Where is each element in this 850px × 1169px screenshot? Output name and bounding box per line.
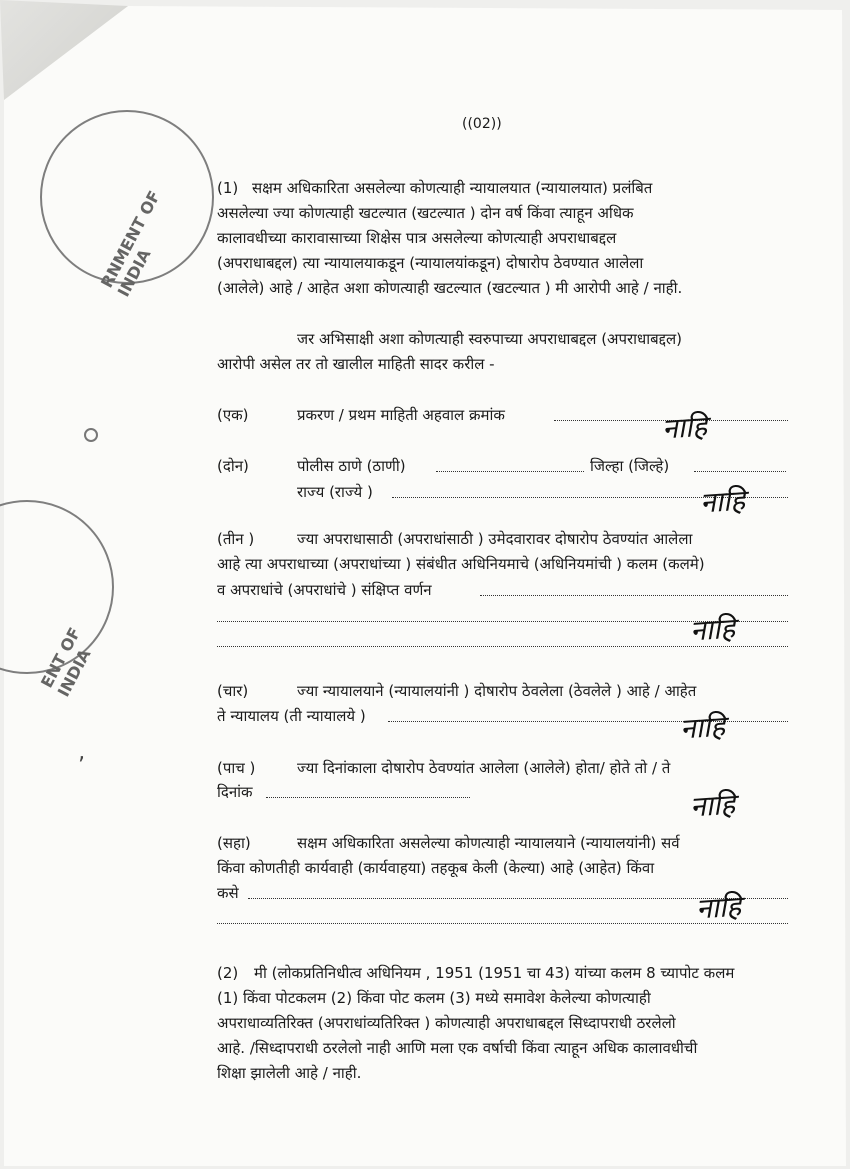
item-teen-line-3: व अपराधांचे (अपराधांचे ) संक्षिप्त वर्णन (217, 581, 432, 599)
item-teen-line-2: आहे त्या अपराधाच्या (अपराधांच्या ) संबंधीत अधिनियमाचे (अधिनियमांची ) कलम (कलमे) (217, 555, 705, 573)
section2-line-3: अपराधाव्यतिरिक्त (अपराधांव्यतिरिक्त ) कोणत्याही अपराधाबद्दल सिध्दापराधी ठरलेलो (217, 1014, 676, 1032)
section2-line-4: आहे. /सिध्दापराधी ठरलेलो नाही आणि मला एक वर्षाची किंवा त्याहून अधिक कालावधीची (217, 1039, 698, 1057)
section2-line-1: मी (लोकप्रतिनिधीत्व अधिनियम , 1951 (1951 चा 43) यांच्या कलम 8 च्यापोट कलम (254, 964, 735, 982)
item-char-answer: नाहि (678, 709, 727, 746)
section2-line-2: (1) किंवा पोटकलम (2) किंवा पोट कलम (3) मध्ये समावेश केलेल्या कोणत्याही (217, 989, 651, 1007)
item-ek-answer: नाहि (660, 409, 709, 446)
item-teen-label: (तीन ) (217, 530, 255, 548)
item-pach-answer: नाहि (688, 787, 737, 824)
item-teen-answer: नाहि (688, 611, 737, 648)
intro-line-2: आरोपी असेल तर तो खालील माहिती सादर करील - (217, 355, 495, 373)
section1-line-4: (अपराधाबद्दल) त्या न्यायालयाकडून (न्यायालयांकडून) दोषारोप ठेवण्यात आलेला (217, 254, 644, 272)
punch-hole-top (84, 428, 98, 442)
item-saha-line-3: कसे (217, 884, 239, 902)
item-teen-line-1: ज्या अपराधासाठी (अपराधांसाठी ) उमेदवारावर दोषारोप ठेवण्यांत आलेला (297, 530, 693, 548)
item-don-text: पोलीस ठाणे (ठाणी) (297, 457, 406, 475)
item-pach-label: (पाच ) (217, 759, 256, 777)
section2-number: (2) (217, 964, 239, 982)
item-teen-blank-1 (480, 595, 788, 596)
item-char-label: (चार) (217, 682, 249, 700)
item-don-label: (दोन) (217, 457, 249, 475)
item-don-police-blank (436, 471, 584, 472)
item-pach-line-1: ज्या दिनांकाला दोषारोप ठेवण्यांत आलेला (आलेले) होता/ होते तो / ते (297, 759, 671, 777)
section1-line-2: असलेल्या ज्या कोणत्याही खटल्यात (खटल्यात ) दोन वर्ष किंवा त्याहून अधिक (217, 204, 634, 222)
item-ek-label: (एक) (217, 406, 249, 424)
page-number: ((02)) (462, 116, 502, 132)
item-char-line-1: ज्या न्यायालयाने (न्यायालयांनी ) दोषारोप ठेवलेला (ठेवलेले ) आहे / आहेत (297, 682, 697, 700)
item-don-district-blank (694, 471, 786, 472)
seal-text: RNMENT OF INDIA (97, 187, 164, 300)
intro-line-1: जर अभिसाक्षी अशा कोणत्याही स्वरुपाच्या अपराधाबद्दल (अपराधाबद्दल) (297, 330, 682, 348)
section1-line-3: कालावधीच्या कारावासाच्या शिक्षेस पात्र असलेल्या कोणत्याही अपराधाबद्दल (217, 229, 617, 247)
item-char-blank (388, 721, 788, 722)
item-don-state: राज्य (राज्ये ) (297, 483, 373, 501)
item-saha-label: (सहा) (217, 834, 251, 852)
section2-line-5: शिक्षा झालेली आहे / नाही. (217, 1064, 362, 1082)
section1-number: (1) (217, 179, 239, 197)
item-saha-answer: नाहि (694, 889, 743, 926)
government-seal-top (40, 110, 214, 300)
margin-mark: ‚ (78, 740, 85, 765)
item-don-district: जिल्हा (जिल्हे) (590, 457, 670, 475)
item-saha-line-2: किंवा कोणतीही कार्यवाही (कार्यवाहया) तहकूब केली (केल्या) आहे (आहेत) किंवा (217, 859, 655, 877)
section1-line-5: (आलेले) आहे / आहेत अशा कोणत्याही खटल्यात (खटल्यात ) मी आरोपी आहे / नाही. (217, 279, 683, 297)
item-saha-line-1: सक्षम अधिकारिता असलेल्या कोणत्याही न्यायालयाने (न्यायालयांनी) सर्व (297, 834, 680, 852)
item-pach-line-2: दिनांक (217, 783, 253, 801)
item-don-answer: नाहि (698, 483, 747, 520)
seal-text-2: ENT OF INDIA (37, 624, 95, 700)
item-pach-blank (266, 797, 470, 798)
section1-line-1: सक्षम अधिकारिता असलेल्या कोणत्याही न्यायालयात (न्यायालयात) प्रलंबित (252, 179, 653, 197)
item-char-line-2: ते न्यायालय (ती न्यायालये ) (217, 707, 366, 725)
item-ek-text: प्रकरण / प्रथम माहिती अहवाल क्रमांक (297, 406, 505, 424)
